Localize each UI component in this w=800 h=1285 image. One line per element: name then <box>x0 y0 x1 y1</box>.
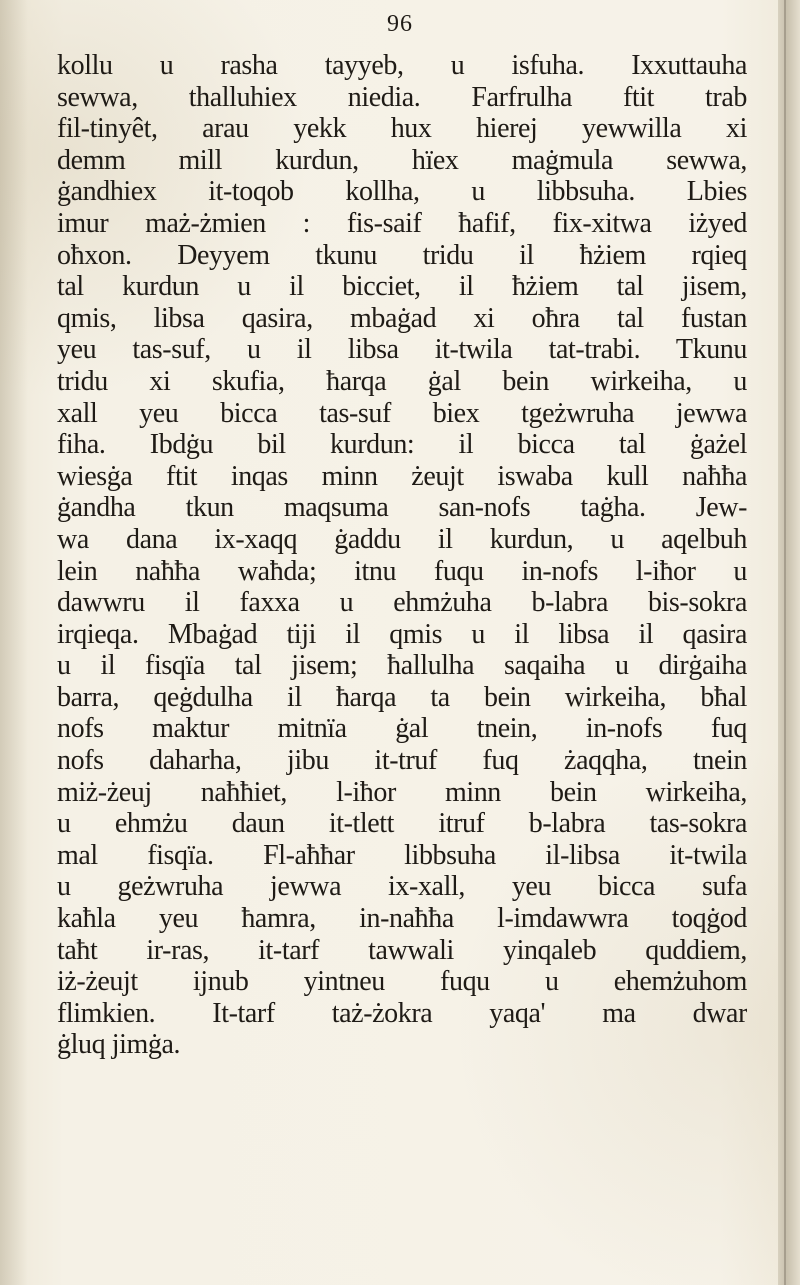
text-line: kollu u rasha tayyeb, u isfuha. Ixxuttauha <box>57 50 747 81</box>
body-text <box>57 50 747 1061</box>
text-line: ġandhiex it-toqob kollha, u libbsuha. Lbies <box>57 176 747 208</box>
text-line: kaħla yeu ħamra, in-naħħa l-imdawwra toqġod <box>57 903 747 935</box>
text-line: wiesġa ftit inqas minn żeujt iswaba kull naħħa <box>57 460 747 492</box>
text-line: u il fisqïa tal jisem; ħallulha saqaiha u dirġaiha <box>57 650 747 682</box>
text-line: barra, qeġdulha il ħarqa ta bein wirkeiha, bħal <box>57 681 747 713</box>
text-line: sewwa, thalluhiex niedia. Farfrulha ftit trab <box>57 81 747 113</box>
text-line: u geżwruha jewwa ix-xall, yeu bicca sufa <box>57 871 747 903</box>
text-line: demm mill kurdun, hïex maġmula sewwa, <box>57 144 747 176</box>
text-line: iż-żeujt ijnub yintneu fuqu u ehemżuhom <box>57 966 747 998</box>
page-left-shadow <box>0 0 28 1285</box>
text-line: mal fisqïa. Fl-aħħar libbsuha il-libsa it-twila <box>57 839 747 871</box>
page-number: 96 <box>387 11 413 37</box>
text-line: u ehmżu daun it-tlett itruf b-labra tas-sokra <box>57 808 747 840</box>
page-binding-edge <box>778 0 800 1285</box>
page-edge-line <box>784 0 786 1285</box>
text-line: qmis, libsa qasira, mbaġad xi oħra tal fustan <box>57 302 747 334</box>
text-line: taħt ir-ras, it-tarf tawwali yinqaleb quddiem, <box>57 934 747 966</box>
text-line: tal kurdun u il bicciet, il ħżiem tal jisem, <box>57 271 747 303</box>
text-line: dawwru il faxxa u ehmżuha b-labra bis-sokra <box>57 587 747 619</box>
text-line: yeu tas-suf, u il libsa it-twila tat-trabi. Tkunu <box>57 334 747 366</box>
text-line: ġandha tkun maqsuma san-nofs taġha. Jew- <box>57 492 747 524</box>
text-line: nofs maktur mitnïa ġal tnein, in-nofs fuq <box>57 713 747 745</box>
text-line: miż-żeuj naħħiet, l-iħor minn bein wirkeiha, <box>57 776 747 808</box>
text-line: fil-tinyêt, arau yekk hux hierej yewwilla xi <box>57 113 747 145</box>
text-line: nofs daharha, jibu it-truf fuq żaqqha, tnein <box>57 745 747 777</box>
text-line: wa dana ix-xaqq ġaddu il kurdun, u aqelbuh <box>57 523 747 555</box>
text-line: irqieqa. Mbaġad tiji il qmis u il libsa il qasira <box>57 618 747 650</box>
text-line: oħxon. Deyyem tkunu tridu il ħżiem rqieq <box>57 239 747 271</box>
text-line: fiha. Ibdġu bil kurdun: il bicca tal ġażel <box>57 429 747 461</box>
text-line: flimkien. It-tarf taż-żokra yaqa' ma dwar <box>57 997 747 1029</box>
text-line: xall yeu bicca tas-suf biex tgeżwruha jewwa <box>57 397 747 429</box>
text-line: tridu xi skufia, ħarqa ġal bein wirkeiha, u <box>57 365 747 397</box>
text-line: lein naħħa waħda; itnu fuqu in-nofs l-iħor u <box>57 555 747 587</box>
text-line-last: ġluq jimġa. <box>57 1029 181 1061</box>
text-line: imur maż-żmien : fis-saif ħafif, fix-xitwa iżyed <box>57 207 747 239</box>
